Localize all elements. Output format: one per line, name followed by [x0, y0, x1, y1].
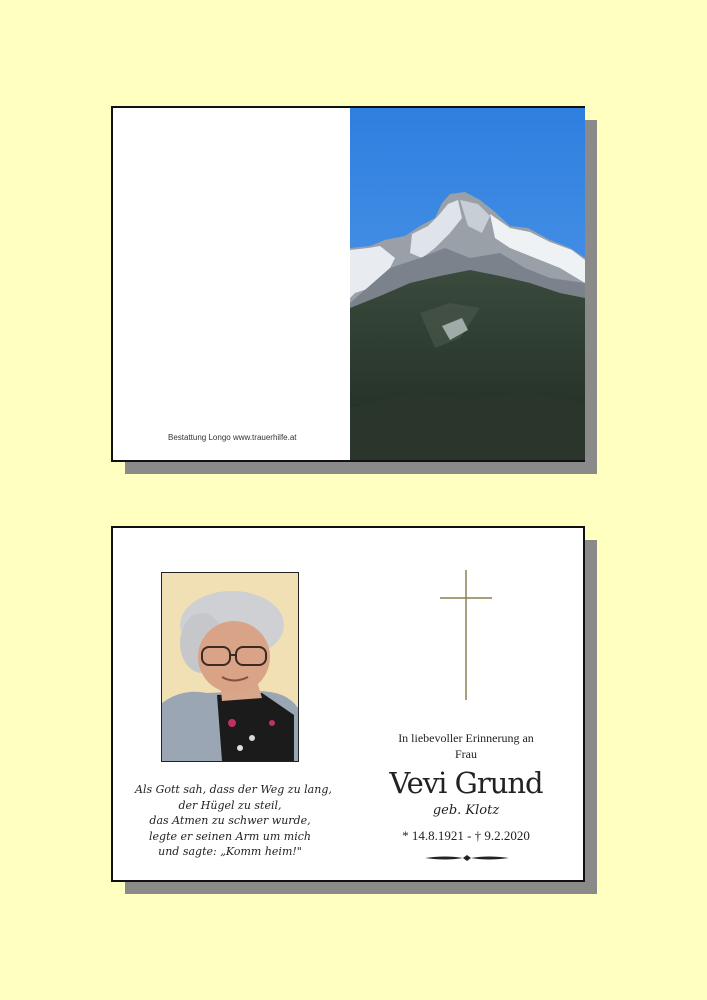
life-dates: * 14.8.1921 - † 9.2.2020	[402, 828, 530, 843]
ornament-divider-icon	[425, 853, 509, 863]
memorial-verse	[135, 782, 332, 860]
title-line: Frau	[455, 747, 477, 761]
portrait-photo	[161, 572, 299, 762]
verse-line: Als Gott sah, dass der Weg zu lang,	[135, 783, 332, 796]
verse-line: und sagte: „Komm heim!"	[158, 845, 302, 858]
cross-icon	[438, 570, 494, 700]
deceased-name: Vevi Grund	[389, 766, 543, 800]
verse-line: das Atmen zu schwer wurde,	[149, 814, 311, 827]
card-front	[111, 526, 585, 882]
card-back	[111, 106, 585, 462]
verse-line: legte er seinen Arm um mich	[149, 829, 311, 843]
verse-line: der Hügel zu steil,	[178, 798, 282, 812]
mountain-photo	[350, 108, 585, 460]
intro-line: In liebevoller Erinnerung an	[398, 731, 534, 745]
maiden-name: geb. Klotz	[432, 803, 500, 818]
funeral-home-credit: Bestattung Longo www.trauerhilfe.at	[168, 433, 297, 442]
intro-text	[371, 730, 561, 762]
